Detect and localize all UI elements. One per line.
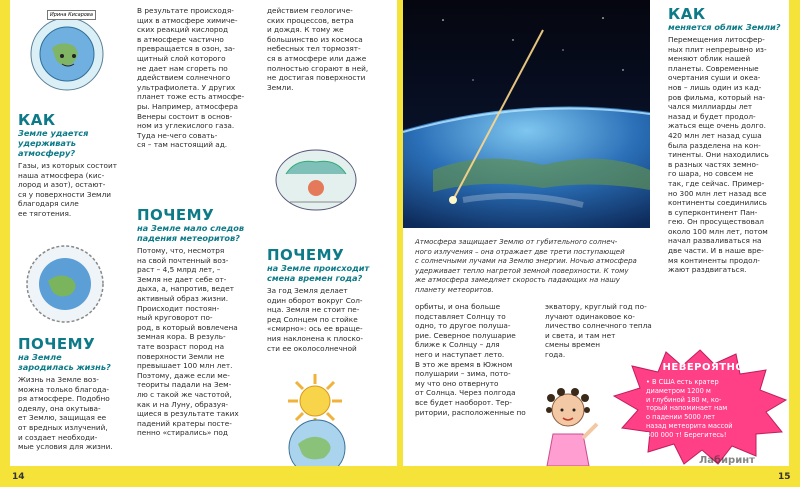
column-2b xyxy=(137,207,255,438)
column-6 xyxy=(668,6,784,275)
paragraph-orbit: орбиты, и она больше подставляет Солнцу то одно, то другое полуша- рие. Северное полушарие ближе к Солнцу – для него и наступает лето. В это же время в Южном полушарии – зима, пото- му что оно отвернуто от Солнца. Через полгода все будет наоборот. Тер- ритории, расположенные по xyxy=(415,302,526,417)
heading-meteors xyxy=(137,207,255,243)
girl-illustration xyxy=(537,384,599,466)
globe-illustration xyxy=(22,4,112,104)
left-page xyxy=(10,0,397,466)
heading-word: ПОЧЕМУ xyxy=(267,246,345,264)
image-caption: Атмосфера защищает Землю от губительного солнеч- ного излучения – она отражает две трети поступающей с солнечными лучами на Землю энергии. Ночью атмосфера удерживает тепло нагретой земной поверхности. К тому же атмосфера замедляет скорость падающих на нашу планету метеоритов. xyxy=(415,238,637,294)
heading-seasons xyxy=(267,247,391,283)
heading-question: на Земле мало следов падения метеоритов? xyxy=(137,223,245,243)
paragraph-atmosphere: Газы, из которых состоит наша атмосфера (кис- лород и азот), остают- ся у поверхности Земли благодаря силе ее тяготения. xyxy=(18,161,117,218)
page-number-right-frame: 15 xyxy=(778,472,791,482)
column-1b xyxy=(18,336,120,452)
earth-space-image xyxy=(403,0,650,228)
fun-fact-title: НЕВЕРОЯТНО! xyxy=(662,362,750,373)
paragraph-ozone: В результате происходя- щих в атмосфере химиче- ских реакций кислород в атмосфере частично превращается в озон, за- щитный слой которого не дает нам сгореть по ддействием солнечного ультрафиолета. У других планет тоже есть атмосфе- ры. Например, атмосфера Венеры состоит в основ- ном из углекислого газа. Туда не-чего совать- ся – там настоящий ад. xyxy=(137,6,245,150)
heading-atmosphere xyxy=(18,112,120,158)
heading-question: на Земле зародилась жизнь? xyxy=(18,352,111,372)
earth-sphere-illustration xyxy=(24,243,106,325)
heading-question: меняется облик Земли? xyxy=(668,22,781,32)
page-number-left-frame: 14 xyxy=(12,472,25,482)
heading-question: на Земле происходит смена времен года? xyxy=(267,263,370,283)
heading-question: Земле удается удерживать атмосферу? xyxy=(18,128,89,158)
column-2 xyxy=(137,6,255,150)
watermark: Лабиринт xyxy=(699,455,755,466)
fun-fact-body: • В США есть кратер диаметром 1200 м и глубиной 180 м, ко- торый напоминает нам о падении 5000 лет назад метеорита массой 300 000 т! Берегитесь! xyxy=(646,378,733,439)
paragraph-seasons: За год Земля делает один оборот вокруг Сол- нца. Земля не стоит пе- ред Солнцем по стойке «смирно»: ось ее враще- ния наклонена к плоско- сти ее околосолнечной xyxy=(267,286,363,353)
column-1 xyxy=(18,112,120,219)
fun-fact-starburst xyxy=(610,348,789,466)
heading-word: ПОЧЕМУ xyxy=(137,206,215,224)
column-3b xyxy=(267,247,391,353)
paragraph-continents: Перемещения литосфер- ных плит непрерывно из- меняют облик нашей планеты. Современные очертания суши и океа- нов – лишь один из кад- ров фильма, который на- чался миллиарды лет назад и будет продол- жаться еще очень долго. 420 млн лет назад суша была разделена на кон- тиненты. Они находились в разных частях земно- го шара, но совсем не так, где сейчас. Пример- но 300 млн лет назад все континенты соединились в суперконтинент Пан- гею. Он просуществовал около 100 млн лет, потом начал разваливаться на две части. И в наше вре- мя континенты продол- жают раздвигаться. xyxy=(668,35,769,275)
paragraph-life: Жизнь на Земле воз- можна только благода- ря атмосфере. Подобно одеялу, она окутыва- ет Землю, защищая ее от вредных излучений, и создает необходи- мые условия для жизни. xyxy=(18,375,113,452)
right-page xyxy=(403,0,789,466)
paragraph-geology: действием геологиче- ских процессов, ветра и дождя. К тому же большинство из космоса небесных тел тормозят- ся в атмосфере или даже полностью сгорают в ней, не достигая поверхности Земли. xyxy=(267,6,369,92)
heading-word: КАК xyxy=(18,111,56,129)
heading-word: ПОЧЕМУ xyxy=(18,335,96,353)
heading-life xyxy=(18,336,120,372)
meteor-impact-illustration xyxy=(266,140,366,220)
heading-word: КАК xyxy=(668,5,706,23)
heading-earth-change xyxy=(668,6,784,32)
column-4 xyxy=(415,302,535,417)
speech-bubble-label: Ирина Кисарова xyxy=(47,10,96,20)
paragraph-equator: экватору, круглый год по- лучают одинаковое ко- личество солнечного тепла и света, и там нет смены времен года. xyxy=(545,302,652,359)
earth-globe-bottom-illustration xyxy=(278,408,356,466)
paragraph-meteors: Потому, что, несмотря на свой почтенный воз- раст – 4,5 млрд лет, – Земля не дает себе от- дыха, а, напротив, ведет активный образ жизни. Происходит постоян- ный круговорот по- род, в который вовлечена земная кора. В резуль- тате возраст пород на поверхности Земли не превышает 100 млн лет. Поэтому, даже если ме- теориты падали на Зем- лю с такой же частотой, как и на Луну, образуя- щиеся в результате таких падений кратеры посте- пенно «стирались» под xyxy=(137,246,239,438)
column-3 xyxy=(267,6,391,92)
